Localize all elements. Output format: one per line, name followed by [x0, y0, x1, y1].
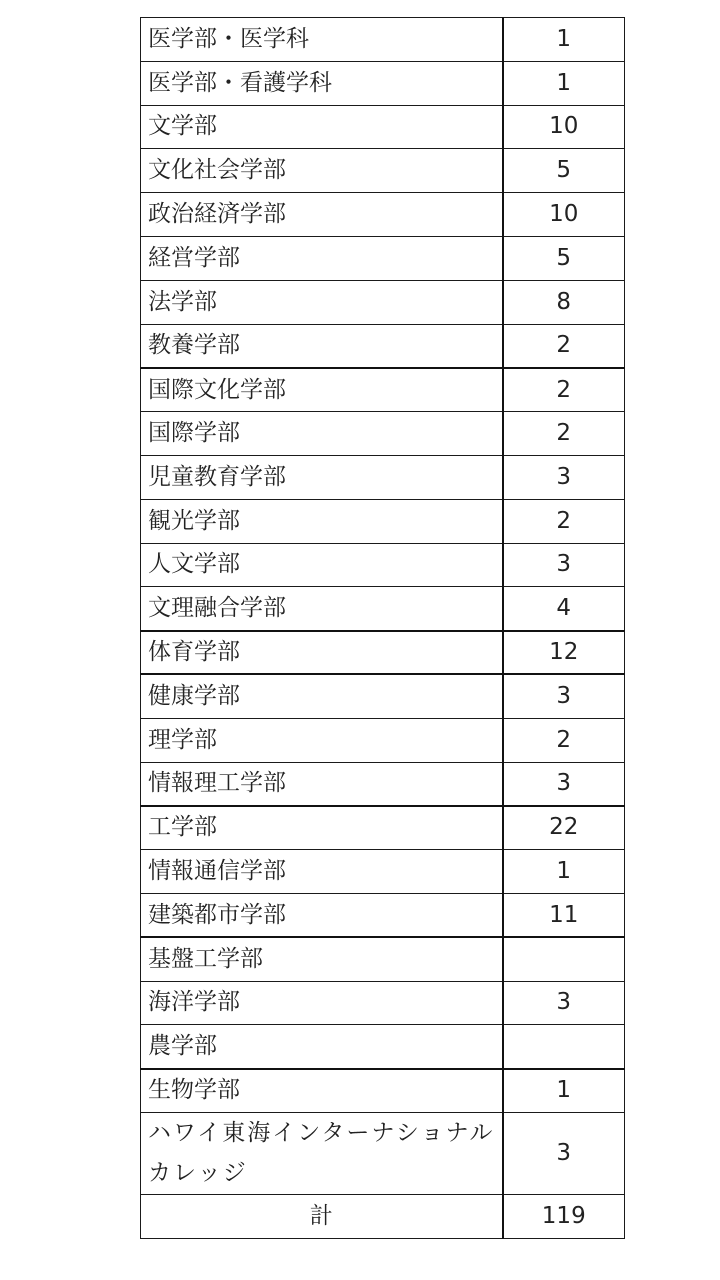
faculty-name-cell: 国際文化学部	[141, 368, 503, 412]
faculty-name-cell: 生物学部	[141, 1069, 503, 1113]
faculty-count-cell: 3	[503, 981, 625, 1025]
table-row	[141, 762, 625, 806]
faculty-name-cell: 観光学部	[141, 499, 503, 543]
faculty-name-cell: 文理融合学部	[141, 587, 503, 631]
faculty-name-cell: 経営学部	[141, 236, 503, 280]
faculty-count-cell: 3	[503, 762, 625, 806]
faculty-count-cell: 5	[503, 149, 625, 193]
table-row	[141, 149, 625, 193]
faculty-count-cell: 3	[503, 455, 625, 499]
faculty-count-cell: 2	[503, 368, 625, 412]
table-row	[141, 18, 625, 62]
table-row	[141, 981, 625, 1025]
faculty-name-cell: 法学部	[141, 280, 503, 324]
faculty-count-cell: 12	[503, 631, 625, 675]
table-row	[141, 937, 625, 981]
total-row	[141, 1194, 625, 1238]
faculty-count-cell: 1	[503, 18, 625, 62]
faculty-name-cell: 児童教育学部	[141, 455, 503, 499]
faculty-name-cell: 体育学部	[141, 631, 503, 675]
faculty-name-cell: 文化社会学部	[141, 149, 503, 193]
faculty-count-cell: 1	[503, 850, 625, 894]
faculty-name-cell: 医学部・医学科	[141, 18, 503, 62]
faculty-name-cell: 農学部	[141, 1025, 503, 1069]
faculty-count-cell: 3	[503, 1112, 625, 1194]
total-label-cell: 計	[141, 1194, 503, 1238]
faculty-name-cell: 政治経済学部	[141, 193, 503, 237]
table-row	[141, 105, 625, 149]
table-row	[141, 368, 625, 412]
faculty-count-cell: 3	[503, 543, 625, 587]
faculty-name-cell: 工学部	[141, 806, 503, 850]
faculty-name-cell: ハワイ東海インターナショナルカレッジ	[141, 1112, 503, 1194]
faculty-count-cell: 8	[503, 280, 625, 324]
table-row	[141, 850, 625, 894]
table-row	[141, 236, 625, 280]
faculty-name-cell: 国際学部	[141, 412, 503, 456]
faculty-count-cell	[503, 937, 625, 981]
faculty-count-cell: 2	[503, 718, 625, 762]
table-row	[141, 499, 625, 543]
table-row	[141, 324, 625, 368]
table-row	[141, 412, 625, 456]
faculty-name-cell: 文学部	[141, 105, 503, 149]
table-row	[141, 1112, 625, 1194]
faculty-name-cell: 教養学部	[141, 324, 503, 368]
faculty-name-cell: 人文学部	[141, 543, 503, 587]
faculty-name-cell: 情報通信学部	[141, 850, 503, 894]
faculty-count-cell: 3	[503, 674, 625, 718]
table-row	[141, 543, 625, 587]
faculty-count-cell: 2	[503, 499, 625, 543]
faculty-name-cell: 情報理工学部	[141, 762, 503, 806]
faculty-count-cell: 2	[503, 412, 625, 456]
faculty-name-cell: 海洋学部	[141, 981, 503, 1025]
table-row	[141, 1025, 625, 1069]
faculty-count-cell: 22	[503, 806, 625, 850]
table-row	[141, 718, 625, 762]
faculty-count-cell: 10	[503, 105, 625, 149]
table-row	[141, 893, 625, 937]
faculty-count-cell: 2	[503, 324, 625, 368]
faculty-name-cell: 建築都市学部	[141, 893, 503, 937]
table-row	[141, 806, 625, 850]
faculty-count-table-container	[140, 17, 624, 1239]
faculty-count-cell: 11	[503, 893, 625, 937]
faculty-count-cell: 10	[503, 193, 625, 237]
total-count-cell: 119	[503, 1194, 625, 1238]
faculty-count-cell: 5	[503, 236, 625, 280]
faculty-name-cell: 基盤工学部	[141, 937, 503, 981]
faculty-count-cell: 1	[503, 1069, 625, 1113]
faculty-count-cell: 1	[503, 61, 625, 105]
table-row	[141, 631, 625, 675]
table-row	[141, 1069, 625, 1113]
table-row	[141, 61, 625, 105]
faculty-name-cell: 理学部	[141, 718, 503, 762]
faculty-name-cell: 医学部・看護学科	[141, 61, 503, 105]
table-row	[141, 674, 625, 718]
table-row	[141, 193, 625, 237]
faculty-count-cell: 4	[503, 587, 625, 631]
table-row	[141, 455, 625, 499]
table-row	[141, 587, 625, 631]
table-row	[141, 280, 625, 324]
faculty-count-cell	[503, 1025, 625, 1069]
faculty-count-table	[140, 17, 625, 1239]
faculty-name-cell: 健康学部	[141, 674, 503, 718]
